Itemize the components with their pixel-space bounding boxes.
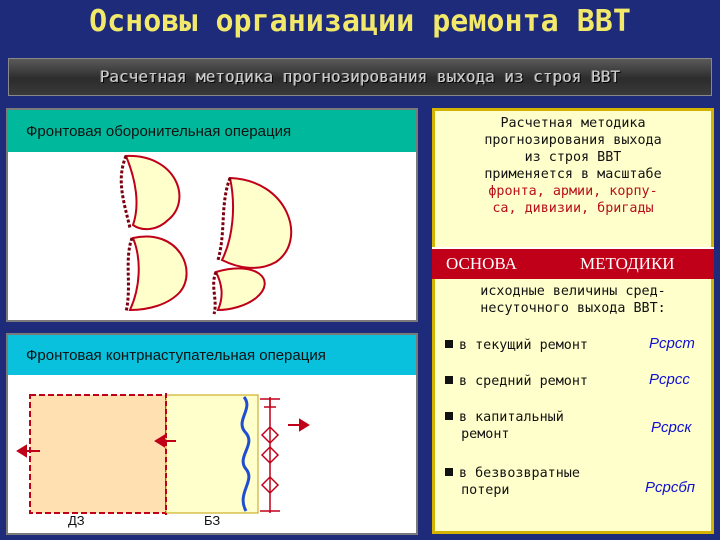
basis-word: ОСНОВА — [446, 254, 517, 273]
front-line-1 — [121, 156, 130, 228]
bullet-icon — [445, 412, 453, 420]
defensive-operation-panel — [6, 108, 418, 322]
zone-dz-label: ДЗ — [68, 513, 85, 528]
zone-bz-label: БЗ — [204, 513, 221, 528]
zone-dz — [30, 395, 166, 513]
defense-sector-1 — [126, 156, 179, 229]
item-code: Рсрсбп — [645, 479, 696, 496]
desc-line-4: применяется в масштабе — [484, 167, 662, 182]
bullet-icon — [445, 340, 453, 348]
item-label: в средний ремонт — [459, 374, 588, 389]
methodology-panel — [432, 108, 714, 534]
arrow-left-head — [18, 446, 26, 456]
item-code: Рсрст — [649, 335, 695, 352]
bullet-icon — [445, 468, 453, 476]
methodology-description — [435, 115, 711, 217]
defense-sector-4 — [216, 268, 265, 310]
marker-1 — [260, 399, 280, 407]
counteroffensive-operation-panel — [6, 333, 418, 535]
list-item-capital-repair — [445, 409, 709, 443]
desc-line-2: прогнозирования выхода — [484, 133, 662, 148]
list-item-current-repair — [445, 337, 709, 354]
desc-line-3: из строя ВВТ — [524, 150, 622, 165]
counteroffensive-operation-heading: Фронтовая контрнаступательная операция — [8, 335, 416, 375]
bullet-icon — [445, 376, 453, 384]
defensive-operation-heading: Фронтовая оборонительная операция — [8, 110, 416, 152]
front-line-2 — [126, 238, 132, 312]
arrow-right-head — [300, 420, 308, 430]
intro-line-2: несуточного выхода ВВТ: — [480, 301, 666, 316]
defensive-operation-diagram — [8, 110, 416, 320]
slide-title: Основы организации ремонта ВВТ — [89, 4, 631, 39]
defense-sector-2 — [130, 236, 187, 310]
item-code: Рсрсс — [649, 371, 690, 388]
counteroffensive-operation-diagram — [8, 335, 416, 533]
intro-line-1: исходные величины сред- — [480, 284, 666, 299]
item-label: в безвозвратные потери — [459, 466, 580, 498]
desc-line-1: Расчетная методика — [500, 116, 646, 131]
desc-line-6: са, дивизии, бригады — [492, 201, 654, 216]
desc-line-5: фронта, армии, корпу- — [488, 184, 658, 199]
methodology-basis-band — [432, 247, 714, 279]
front-line-4 — [214, 272, 216, 314]
basis-intro — [435, 283, 711, 317]
defense-sector-3 — [222, 178, 291, 268]
list-item-irrecoverable-losses — [445, 465, 709, 499]
section-banner: Расчетная методика прогнозирования выхода из строя ВВТ — [8, 58, 712, 96]
methodology-word: МЕТОДИКИ — [580, 254, 675, 273]
list-item-medium-repair — [445, 373, 709, 390]
item-code: Рсрск — [651, 419, 692, 436]
item-label: в капитальный ремонт — [459, 410, 564, 442]
item-label: в текущий ремонт — [459, 338, 588, 353]
